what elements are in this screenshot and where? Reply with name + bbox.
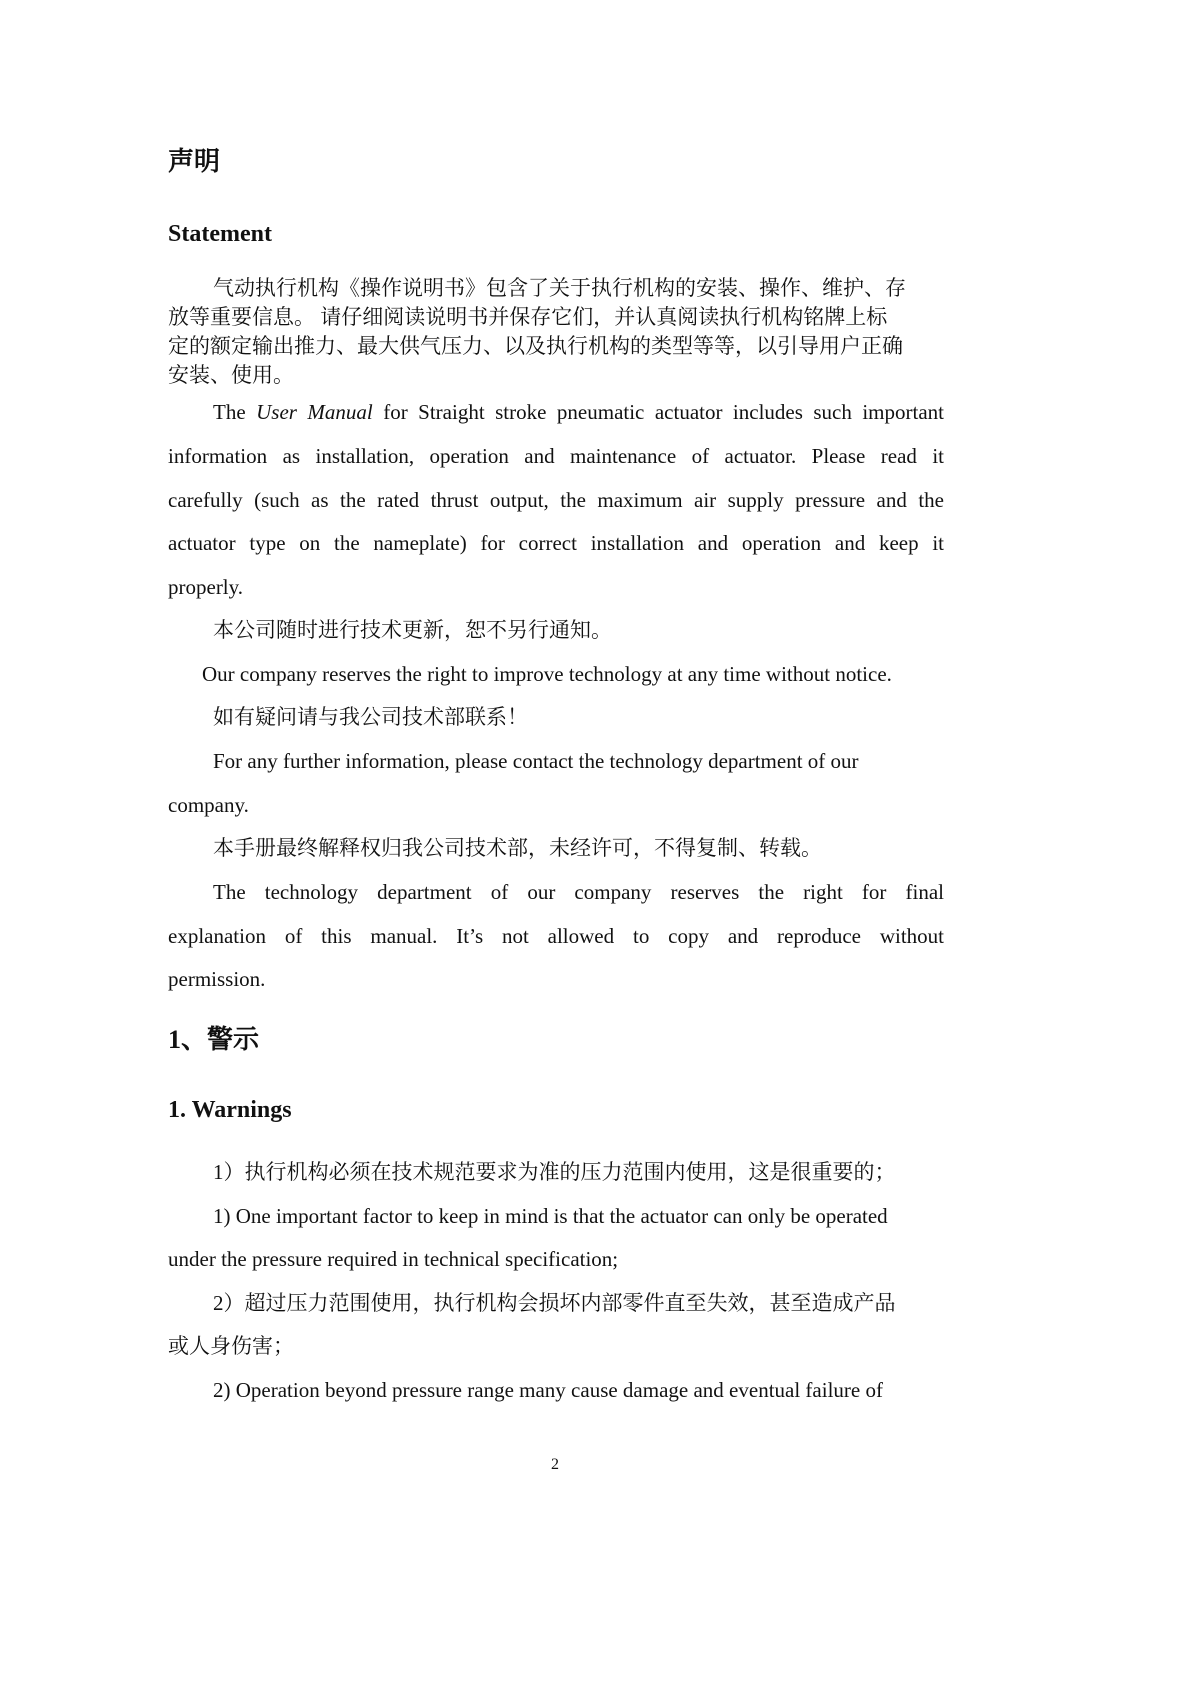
intro-cn-line-3: 定的额定输出推力、最大供气压力、以及执行机构的类型等等，以引导用户正确 [168, 334, 903, 358]
heading-statement: Statement [168, 221, 272, 247]
rights-en-line-2: explanation of this manual. It’s not allowed to copy and reproduce without [168, 924, 944, 948]
contact-en-line-2: company. [168, 793, 249, 817]
intro-en-line-3: carefully (such as the rated thrust output, the maximum air supply pressure and the [168, 488, 944, 512]
intro-cn-line-1: 气动执行机构《操作说明书》包含了关于执行机构的安装、操作、维护、存 [213, 276, 906, 300]
warning-2-cn-line-2: 或人身伤害； [168, 1334, 294, 1358]
intro-en-line-5: properly. [168, 575, 244, 599]
intro-cn-line-2: 放等重要信息。 请仔细阅读说明书并保存它们，并认真阅读执行机构铭牌上标 [168, 305, 888, 329]
warning-1-en-line-1: 1) One important factor to keep in mind is that the actuator can only be operated [213, 1204, 888, 1228]
rights-en-line-1: The technology department of our company reserves the right for final [213, 880, 944, 904]
intro-en-line-2: information as installation, operation and maintenance of actuator. Please read it [168, 444, 944, 468]
section-1-heading-cn: 1、警示 [168, 1025, 260, 1054]
intro-en-line-1: The User Manual for Straight stroke pneumatic actuator includes such important [213, 400, 944, 424]
intro-cn-line-4: 安装、使用。 [168, 363, 294, 387]
intro-en-line-4: actuator type on the nameplate) for correct installation and operation and keep it [168, 531, 944, 555]
contact-cn: 如有疑问请与我公司技术部联系！ [213, 705, 528, 729]
contact-en-line-1: For any further information, please contact the technology department of our [213, 749, 859, 773]
section-1-heading-en: 1. Warnings [168, 1097, 292, 1123]
update-en: Our company reserves the right to improve technology at any time without notice. [202, 662, 892, 686]
heading-chinese: 声明 [168, 147, 221, 176]
warning-1-en-line-2: under the pressure required in technical specification; [168, 1247, 619, 1271]
update-cn: 本公司随时进行技术更新，恕不另行通知。 [213, 618, 612, 642]
warning-2-en-line-1: 2) Operation beyond pressure range many cause damage and eventual failure of [213, 1378, 883, 1402]
rights-cn: 本手册最终解释权归我公司技术部，未经许可，不得复制、转载。 [213, 836, 822, 860]
warning-2-cn-line-1: 2）超过压力范围使用，执行机构会损坏内部零件直至失效，甚至造成产品 [213, 1291, 896, 1315]
page-number: 2 [551, 1456, 559, 1473]
warning-1-cn: 1）执行机构必须在技术规范要求为准的压力范围内使用，这是很重要的； [213, 1160, 896, 1184]
rights-en-line-3: permission. [168, 967, 266, 991]
manual-title: User Manual [256, 400, 373, 424]
